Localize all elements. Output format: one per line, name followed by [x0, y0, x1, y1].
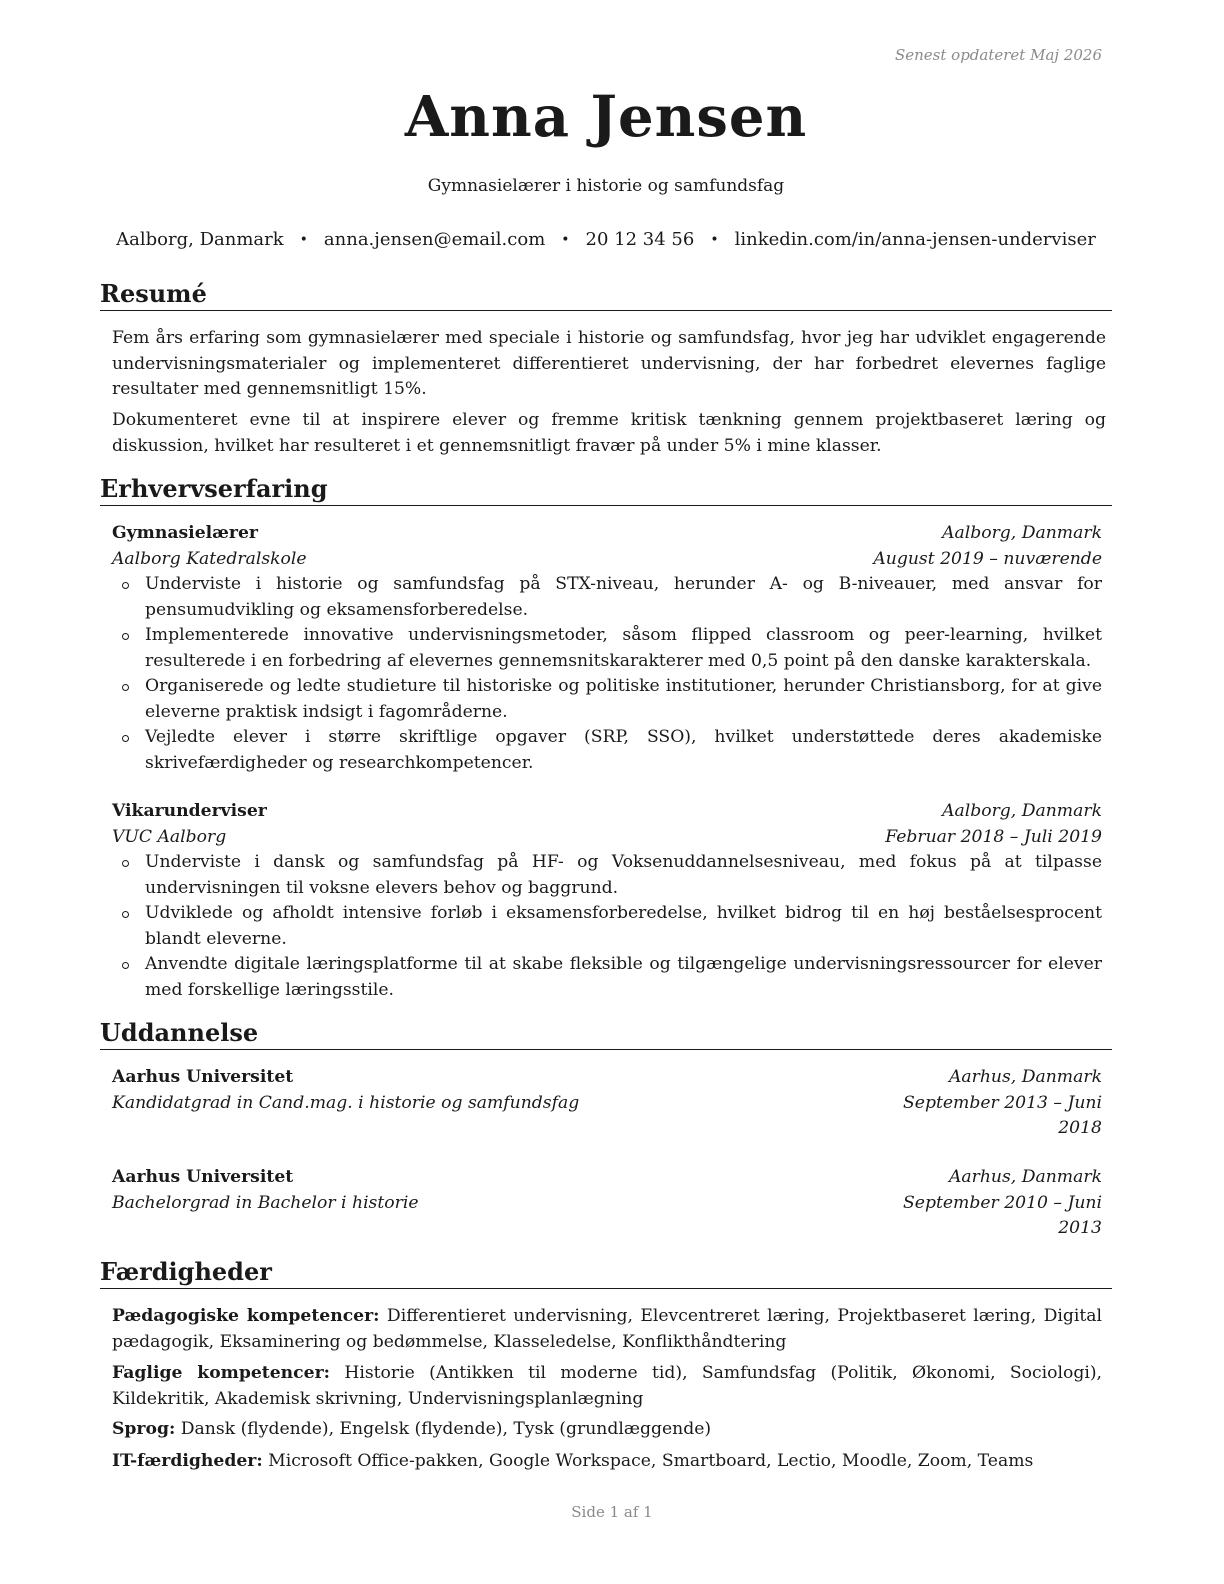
- skill-group: [112, 1449, 1102, 1475]
- education-entry: [112, 1165, 1102, 1242]
- bullet-text: Anvendte digitale læringsplatforme til at skabe fleksible og tilgængelige undervisningsressourcer for elever med forskellige læringsstile.: [145, 954, 1102, 1000]
- section-title-education: Uddannelse: [100, 1018, 1112, 1050]
- bullet-item: [112, 623, 1102, 674]
- education-degree: Bachelorgrad in Bachelor i historie: [112, 1192, 419, 1213]
- bullet-text: Udviklede og afholdt intensive forløb i eksamensforberedelse, hvilket bidrog til en høj beståelsesprocent blandt eleverne.: [145, 903, 1102, 949]
- bullet-circle-icon: [122, 633, 129, 640]
- job-period: August 2019 – nuværende: [873, 548, 1102, 569]
- bullet-item: [112, 674, 1102, 725]
- education-entry: [112, 1065, 1102, 1142]
- bullet-item: [112, 952, 1102, 1003]
- contact-email[interactable]: anna.jensen@email.com: [323, 229, 546, 250]
- skill-text: Microsoft Office-pakken, Google Workspace, Smartboard, Lectio, Moodle, Zoom, Teams: [268, 1451, 1034, 1471]
- education-school: Aarhus Universitet: [112, 1167, 294, 1187]
- bullet-circle-icon: [122, 735, 129, 742]
- section-title-summary: Resumé: [100, 279, 1112, 311]
- job-location: Aalborg, Danmark: [942, 523, 1102, 543]
- bullet-item: [112, 572, 1102, 623]
- section-title-skills: Færdigheder: [100, 1257, 1112, 1289]
- skill-label: Sprog:: [112, 1419, 176, 1439]
- bullet-circle-icon: [122, 911, 129, 918]
- bullet-item: [112, 901, 1102, 952]
- education-degree: Kandidatgrad in Cand.mag. i historie og samfundsfag: [112, 1092, 580, 1113]
- bullet-circle-icon: [122, 860, 129, 867]
- summary-paragraph-1: Fem års erfaring som gymnasielærer med speciale i historie og samfundsfag, hvor jeg har udviklet engagerende undervisningsmaterialer og implementeret differentieret undervisning, der har forbedret elevernes faglige resultater med gennemsnitligt 15%.: [112, 328, 1106, 399]
- job-period: Februar 2018 – Juli 2019: [885, 826, 1102, 847]
- skill-group: [112, 1417, 1102, 1443]
- education-period: September 2010 – Juni 2013: [903, 1192, 1102, 1238]
- bullet-text: Implementerede innovative undervisningsmetoder, såsom flipped classroom og peer-learning, hvilket resulterede i en forbedring af elevernes gennemsnitskarakterer med 0,5 point på den danske karakterskala.: [145, 625, 1102, 671]
- bullet-text: Underviste i dansk og samfundsfag på HF- og Voksenuddannelsesniveau, med fokus på at tilpasse undervisningen til voksne elevers behov og baggrund.: [145, 852, 1102, 898]
- separator-dot: •: [710, 232, 719, 248]
- person-name: Anna Jensen: [404, 84, 808, 150]
- bullet-item: [112, 725, 1102, 776]
- skill-group: [112, 1361, 1102, 1412]
- job-bullets: [112, 572, 1102, 776]
- education-school: Aarhus Universitet: [112, 1067, 294, 1087]
- separator-dot: •: [299, 232, 308, 248]
- summary-paragraph-2: Dokumenteret evne til at inspirere elever og fremme kritisk tænkning gennem projektbaseret læring og diskussion, hvilket har resulteret i et gennemsnitligt fravær på under 5% i mine klasser.: [112, 410, 1106, 456]
- skill-label: Faglige kompetencer:: [112, 1363, 330, 1383]
- contact-location: Aalborg, Danmark: [116, 229, 284, 250]
- skill-group: [112, 1304, 1102, 1355]
- bullet-circle-icon: [122, 582, 129, 589]
- job-location: Aalborg, Danmark: [942, 801, 1102, 821]
- job-employer: Aalborg Katedralskole: [112, 548, 307, 569]
- contact-phone: 20 12 34 56: [585, 229, 695, 250]
- bullet-text: Vejledte elever i større skriftlige opgaver (SRP, SSO), hvilket understøttede deres akademiske skrivefærdigheder og researchkompetencer.: [145, 727, 1102, 773]
- section-title-experience: Erhvervserfaring: [100, 474, 1112, 506]
- bullet-circle-icon: [122, 962, 129, 969]
- education-period: September 2013 – Juni 2018: [903, 1092, 1102, 1138]
- skill-label: IT-færdigheder:: [112, 1451, 263, 1471]
- skill-text: Differentieret undervisning, Elevcentreret læring, Projektbaseret læring, Digital pædagogik, Eksaminering og bedømmelse, Klasseledelse, Konflikthåndtering: [112, 1306, 1102, 1352]
- skill-text: Dansk (flydende), Engelsk (flydende), Tysk (grundlæggende): [180, 1419, 712, 1439]
- bullet-circle-icon: [122, 684, 129, 691]
- bullet-text: Organiserede og ledte studieture til historiske og politiske institutioner, herunder Christiansborg, for at give eleverne praktisk indsigt i fagområderne.: [145, 676, 1102, 722]
- bullet-text: Underviste i historie og samfundsfag på STX-niveau, herunder A- og B-niveauer, med ansvar for pensumudvikling og eksamensforberedelse.: [145, 574, 1102, 620]
- contact-line: [100, 229, 1112, 250]
- separator-dot: •: [561, 232, 570, 248]
- skill-label: Pædagogiske kompetencer:: [112, 1306, 380, 1326]
- job-bullets: [112, 850, 1102, 1003]
- education-location: Aarhus, Danmark: [948, 1167, 1102, 1187]
- job-entry: [112, 799, 1102, 1003]
- skill-text: Historie (Antikken til moderne tid), Samfundsfag (Politik, Økonomi, Sociologi), Kildekritik, Akademisk skrivning, Undervisningsplanlægning: [112, 1363, 1102, 1409]
- bullet-item: [112, 850, 1102, 901]
- job-role: Vikarunderviser: [112, 801, 267, 821]
- page-footer: Side 1 af 1: [571, 1503, 653, 1521]
- education-location: Aarhus, Danmark: [948, 1067, 1102, 1087]
- job-entry: [112, 521, 1102, 776]
- job-role: Gymnasielærer: [112, 523, 258, 543]
- contact-linkedin[interactable]: linkedin.com/in/anna-jensen-underviser: [734, 229, 1096, 250]
- last-updated: Senest opdateret Maj 2026: [894, 46, 1102, 64]
- job-title: Gymnasielærer i historie og samfundsfag: [427, 176, 785, 196]
- job-employer: VUC Aalborg: [112, 826, 227, 847]
